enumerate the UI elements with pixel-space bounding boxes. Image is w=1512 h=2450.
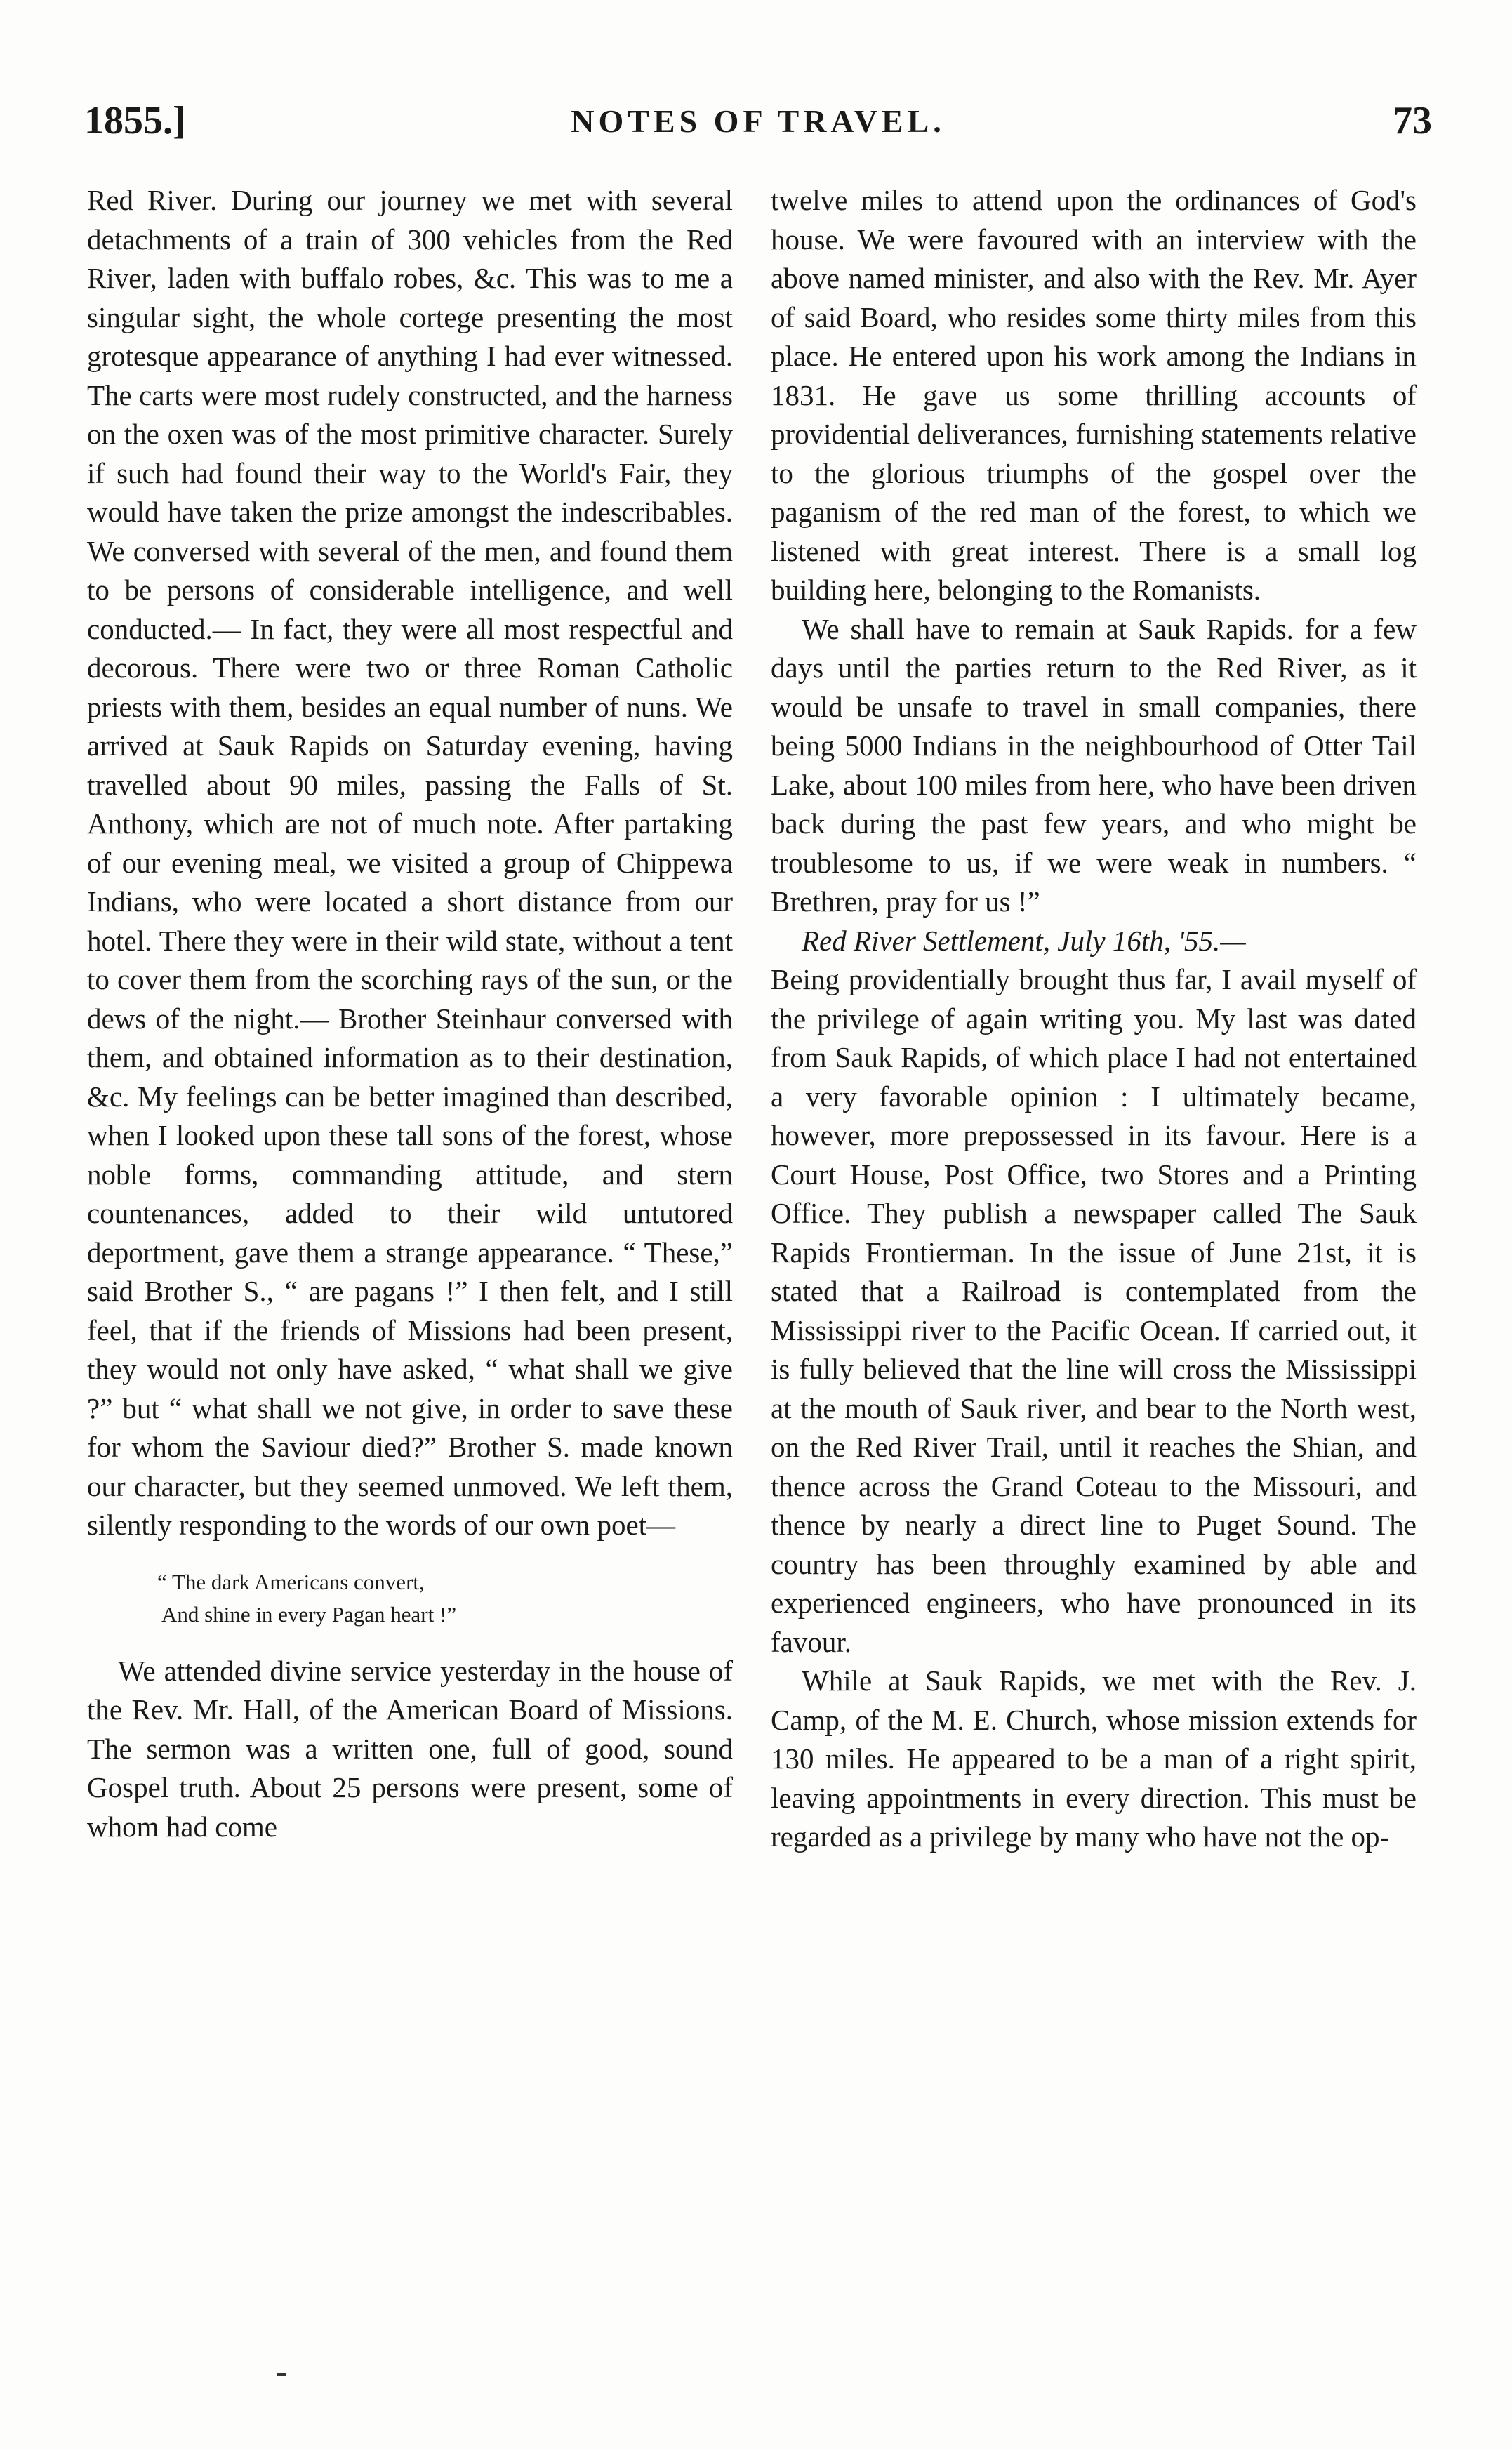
paragraph-continued: Red River. During our journey we met with several detachments of a train of 300 vehicles from the Red River, laden with buffalo robes, &c. This was to me a singular sight, the whole cortege presenting the most grotesque appearance of anything I had ever witnessed. The carts were most rudely constructed, and the harness on the oxen was of the most primitive character. Surely if such had found their way to the World's Fair, they would have taken the prize amongst the indescribables. We conversed with several of the men, and found them to be persons of considerable intelligence, and well conducted.— In fact, they were all most respectful and decorous. There were two or three Roman Catholic priests with them, besides an equal number of nuns. We arrived at Sauk Rapids on Saturday evening, having travelled about 90 miles, passing the Falls of St. Anthony, which are not of much note. After partaking of our evening meal, we visited a group of Chippewa Indians, who were located a short distance from our hotel. There they were in their wild state, without a tent to cover them from the scorching rays of the sun, or the dews of the night.— Brother Steinhaur conversed with them, and obtained information as to their destination, &c. My feelings can be better imagined than described, when I looked upon these tall sons of the forest, whose noble forms, commanding attitude, and stern countenances, added to their wild untutored deportment, gave them a strange appearance. “ These,” said Brother S., “ are pagans !” I then felt, and I still feel, that if the friends of Missions had been present, they would not only have asked, “ what shall we give ?” but “ what shall we not give, in order to save these for whom the Saviour died?” Brother S. made known our character, but they seemed unmoved. We left them, silently responding to the words of our own poet— [87, 184, 733, 1541]
running-title: NOTES OF TRAVEL. [571, 103, 946, 139]
paragraph: Being providentially brought thus far, I avail myself of the privilege of again writing you. My last was dated from Sauk Rapids, of which place I had not entertained a very favorable opinion : I ultimately became, however, more prepossessed in its favour. Here is a Court House, Post Office, two Stores and a Printing Office. They publish a newspaper called The Sauk Rapids Frontierman. In the issue of June 21st, it is stated that a Railroad is contemplated from the Mississippi river to the Pacific Ocean. If carried out, it is fully believed that the line will cross the Mississippi at the mouth of Sauk river, and bear to the North west, on the Red River Trail, until it reaches the Shian, and thence across the Grand Coteau to the Missouri, and thence by nearly a direct line to Puget Sound. The country has been throughly examined by able and experienced engineers, who have pronounced in its favour. [771, 963, 1417, 1658]
right-column [771, 181, 1417, 1857]
running-header [84, 98, 1432, 154]
letter-dateline: Red River Settlement, July 16th, '55.— [802, 924, 1246, 957]
header-year: 1855.] [84, 99, 186, 143]
left-column [87, 181, 733, 1846]
verse-line: “ The dark Americans convert, [157, 1569, 425, 1594]
verse-quote [87, 1566, 733, 1631]
print-speck [277, 2373, 286, 2376]
paragraph: We attended divine service yesterday in the house of the Rev. Mr. Hall, of the American Board of Missions. The sermon was a written one, full of good, sound Gospel truth. About 25 persons were present, some of whom had come [87, 1654, 733, 1843]
page-number: 73 [1393, 99, 1432, 143]
paragraph: While at Sauk Rapids, we met with the Rev. J. Camp, of the M. E. Church, whose mission extends for 130 miles. He appeared to be a man of a right spirit, leaving appointments in every direction. This must be regarded as a privilege by many who have not the op- [771, 1664, 1417, 1853]
paragraph: We shall have to remain at Sauk Rapids. for a few days until the parties return to the Red River, as it would be unsafe to travel in small companies, there being 5000 Indians in the neighbourhood of Otter Tail Lake, about 100 miles from here, who have been driven back during the past few years, and who might be troublesome to us, if we were weak in numbers. “ Brethren, pray for us !” [771, 612, 1417, 918]
paragraph-continued: twelve miles to attend upon the ordinances of God's house. We were favoured with an interview with the above named minister, and also with the Rev. Mr. Ayer of said Board, who resides some thirty miles from this place. He entered upon his work among the Indians in 1831. He gave us some thrilling accounts of providential deliverances, furnishing statements relative to the glorious triumphs of the gospel over the paganism of the red man of the forest, to which we listened with great interest. There is a small log building here, belonging to the Romanists. [771, 184, 1417, 606]
verse-line: And shine in every Pagan heart !” [161, 1601, 457, 1627]
